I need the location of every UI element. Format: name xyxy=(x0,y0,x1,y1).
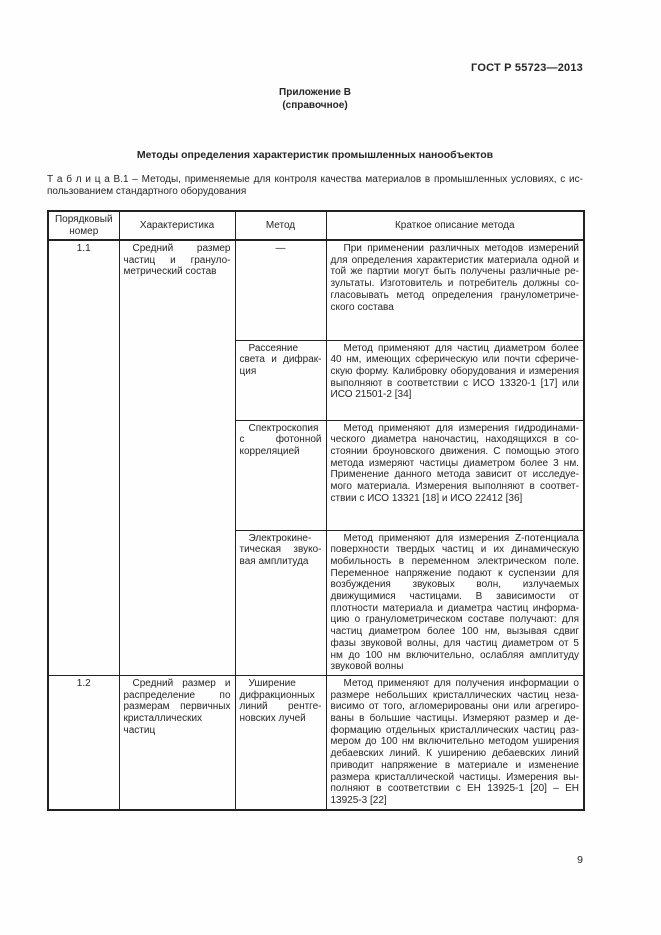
cell-row1-description-3: Метод применяют для измерения гидродинамического диаметра наночастиц, находящихся в состоянии броуновского движения. С помощью этого метода измеряют частицы диаметром более 3 нм. Применение данного метода зависит от исследуемого материала. Измерения выполняют в соответствии с ИСО 13321 [18] и ИСО 22412 [36] xyxy=(326,420,584,530)
cell-row2-characteristic: Средний размер и распределение по размерам первичных кристаллических частиц xyxy=(119,675,235,809)
cell-row1-method-4: Электрокинетическая звуковая амплитуда xyxy=(235,530,326,675)
table-header-row xyxy=(48,211,584,240)
page-number: 9 xyxy=(577,854,583,866)
cell-row1-description-4: Метод применяют для измерения Z-потенциала поверхности твердых частиц и их динамическую мобильность в переменном электрическом поле. Переменное напряжение подают к суспензии для возбуждения звуковых волн, излучаемых движущимися частицами. В зависимости от плотности материала и диаметра частиц информацию о гранулометрическом составе получают: для частиц диаметром более 100 нм, вызывая сдвиг фазы звуковой волны, для частиц диаметром от 5 нм до 100 нм включительно, ослабляя амплитуду звуковой волны xyxy=(326,530,584,675)
cell-row1-number: 1.1 xyxy=(48,240,119,675)
cell-row1-method-3: Спектроскопия с фотонной корреляцией xyxy=(235,420,326,530)
cell-row1-description-1: При применении различных методов измерений для определения характеристик материала одной и той же партии могут быть получены различные результаты. Изготовитель и потребитель должны согласовывать метод определения гранулометрического состава xyxy=(326,240,584,340)
table-row xyxy=(48,675,584,809)
table-row xyxy=(48,240,584,340)
cell-row1-method-2: Рассеяние света и дифракция xyxy=(235,340,326,420)
section-title: Методы определения характеристик промышленных нанообъектов xyxy=(136,149,494,161)
header-ordinal-number: Порядковый номер xyxy=(48,211,119,240)
cell-row2-method: Уширение дифракционных линий рентгеновских лучей xyxy=(235,675,326,809)
cell-row2-description: Метод применяют для получения информации о размере небольших кристаллических частиц независимо от того, агломерированы они или агрегированы в большие частицы. Измеряют размер и деформацию отдельных кристаллических частиц размером до 100 нм включительно методом уширения дебаевских линий. К уширению дебаевских линий приводит напряжение в материале и изменение размера кристаллической частицы. Измерения выполняют в соответствии с ЕН 13925-1 [20] – ЕН 13925-3 [22] xyxy=(326,675,584,809)
header-method: Метод xyxy=(235,211,326,240)
header-description: Краткое описание метода xyxy=(326,211,584,240)
appendix-heading xyxy=(47,87,583,112)
header-characteristic: Характеристика xyxy=(119,211,235,240)
doc-reference: ГОСТ Р 55723—2013 xyxy=(471,62,583,74)
cell-row2-number: 1.2 xyxy=(48,675,119,809)
appendix-type: (справочное) xyxy=(282,99,348,111)
cell-row1-description-2: Метод применяют для частиц диаметром более 40 нм, имеющих сферическую или почти сферическую форму. Калибровку оборудования и измерения выполняют в соответствии с ИСО 13320-1 [17] или ИСО 21501-2 [34] xyxy=(326,340,584,420)
table-caption: Т а б л и ц а В.1 – Методы, применяемые для контроля качества материалов в промышленных условиях, с использованием стандартного оборудования xyxy=(47,174,583,198)
appendix-label: Приложение В xyxy=(279,87,351,98)
cell-row1-method-1: — xyxy=(235,240,326,340)
cell-row1-characteristic: Средний размер частиц и гранулометрический состав xyxy=(119,240,235,675)
methods-table xyxy=(47,210,585,811)
